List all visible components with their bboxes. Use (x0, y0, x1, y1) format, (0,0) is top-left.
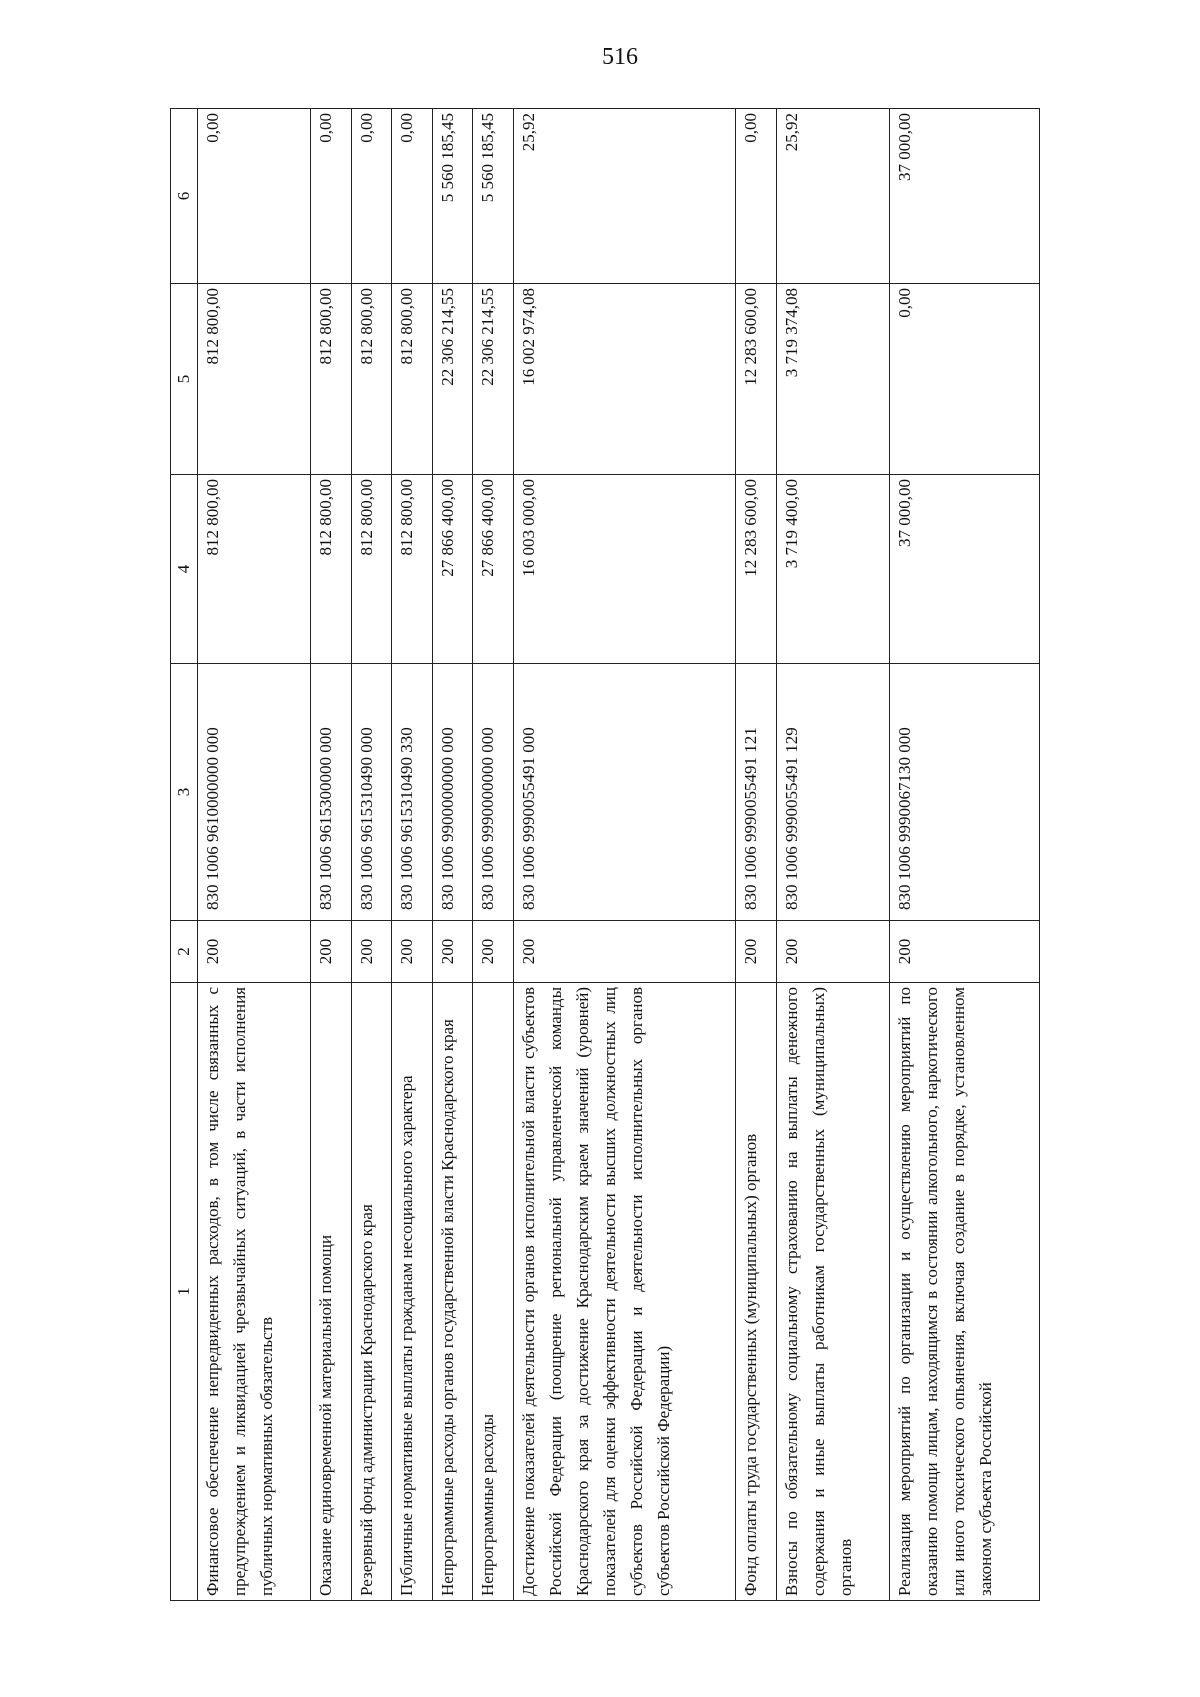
row-kbk: 830 1006 9615310490 000 (351, 664, 391, 921)
table-row (473, 109, 513, 1601)
table-row (776, 109, 889, 1601)
row-approved: 16 003 000,00 (513, 475, 736, 664)
row-approved: 812 800,00 (351, 475, 391, 664)
row-name: Взносы по обязательному социальному страхованию на выплаты денежного содержания и иные выплаты работникам государственных (муниципальных) органов (776, 983, 889, 1601)
row-unexecuted: 0,00 (736, 109, 776, 284)
row-name: Непрограммные расходы (473, 983, 513, 1601)
row-kbk: 830 1006 9990055491 000 (513, 664, 736, 921)
row-approved: 812 800,00 (392, 475, 432, 664)
row-code: 200 (432, 921, 472, 983)
row-unexecuted: 25,92 (776, 109, 889, 284)
row-unexecuted: 0,00 (198, 109, 311, 284)
row-code: 200 (890, 921, 1040, 983)
row-executed: 0,00 (890, 284, 1040, 475)
row-executed: 812 800,00 (351, 284, 391, 475)
row-code: 200 (392, 921, 432, 983)
row-approved: 812 800,00 (198, 475, 311, 664)
row-approved: 3 719 400,00 (776, 475, 889, 664)
row-executed: 12 283 600,00 (736, 284, 776, 475)
row-executed: 3 719 374,08 (776, 284, 889, 475)
row-executed: 16 002 974,08 (513, 284, 736, 475)
row-kbk: 830 1006 9990067130 000 (890, 664, 1040, 921)
row-name: Оказание единовременной материальной помощи (311, 983, 351, 1601)
row-approved: 27 866 400,00 (473, 475, 513, 664)
row-kbk: 830 1006 9990055491 121 (736, 664, 776, 921)
row-kbk: 830 1006 9615300000 000 (311, 664, 351, 921)
row-code: 200 (776, 921, 889, 983)
table-row (513, 109, 736, 1601)
row-approved: 12 283 600,00 (736, 475, 776, 664)
row-kbk: 830 1006 9990055491 129 (776, 664, 889, 921)
row-code: 200 (311, 921, 351, 983)
row-kbk: 830 1006 9990000000 000 (473, 664, 513, 921)
row-unexecuted: 5 560 185,45 (473, 109, 513, 284)
table-row (311, 109, 351, 1601)
table-row (890, 109, 1040, 1601)
row-executed: 22 306 214,55 (473, 284, 513, 475)
column-header: 4 (171, 475, 198, 664)
row-code: 200 (198, 921, 311, 983)
column-header: 6 (171, 109, 198, 284)
row-name: Реализация мероприятий по организации и осуществлению мероприятий по оказанию помощи лицам, находящимся в состоянии алкогольного, наркотического или иного токсического опьянения, включая создание в порядке, установленном законом субъекта Российской (890, 983, 1040, 1601)
row-unexecuted: 5 560 185,45 (432, 109, 472, 284)
table-row (432, 109, 472, 1601)
row-unexecuted: 37 000,00 (890, 109, 1040, 284)
page-number: 516 (602, 44, 638, 70)
column-header: 3 (171, 664, 198, 921)
row-code: 200 (473, 921, 513, 983)
row-name: Фонд оплаты труда государственных (муниципальных) органов (736, 983, 776, 1601)
row-code: 200 (513, 921, 736, 983)
row-name: Непрограммные расходы органов государственной власти Краснодарского края (432, 983, 472, 1601)
table-row (351, 109, 391, 1601)
row-unexecuted: 0,00 (311, 109, 351, 284)
column-header: 2 (171, 921, 198, 983)
row-kbk: 830 1006 9900000000 000 (432, 664, 472, 921)
row-name: Резервный фонд администрации Краснодарского края (351, 983, 391, 1601)
row-executed: 812 800,00 (392, 284, 432, 475)
row-code: 200 (736, 921, 776, 983)
row-name: Публичные нормативные выплаты гражданам несоциального характера (392, 983, 432, 1601)
row-kbk: 830 1006 9610000000 000 (198, 664, 311, 921)
budget-execution-table (170, 108, 1040, 1601)
row-unexecuted: 0,00 (392, 109, 432, 284)
row-unexecuted: 0,00 (351, 109, 391, 284)
header-row (171, 109, 198, 1601)
row-executed: 812 800,00 (198, 284, 311, 475)
table-row (736, 109, 776, 1601)
row-unexecuted: 25,92 (513, 109, 736, 284)
row-code: 200 (351, 921, 391, 983)
column-header: 5 (171, 284, 198, 475)
row-executed: 812 800,00 (311, 284, 351, 475)
rotated-table-wrapper (170, 109, 1040, 1601)
row-approved: 27 866 400,00 (432, 475, 472, 664)
row-name: Достижение показателей деятельности органов исполнительной власти субъектов Российской Федерации (поощрение региональной управленческой команды Краснодарского края за достижение Краснодарским краем значений (уровней) показателей для оценки эффективности деятельности высших должностных лиц субъектов Российской Федерации и деятельности исполнительных органов субъектов Российской Федерации) (513, 983, 736, 1601)
row-kbk: 830 1006 9615310490 330 (392, 664, 432, 921)
row-approved: 812 800,00 (311, 475, 351, 664)
row-executed: 22 306 214,55 (432, 284, 472, 475)
table-row (392, 109, 432, 1601)
table-row (198, 109, 311, 1601)
row-approved: 37 000,00 (890, 475, 1040, 664)
column-header: 1 (171, 983, 198, 1601)
row-name: Финансовое обеспечение непредвиденных расходов, в том числе связанных с предупреждением и ликвидацией чрезвычайных ситуаций, в части исполнения публичных нормативных обязательств (198, 983, 311, 1601)
